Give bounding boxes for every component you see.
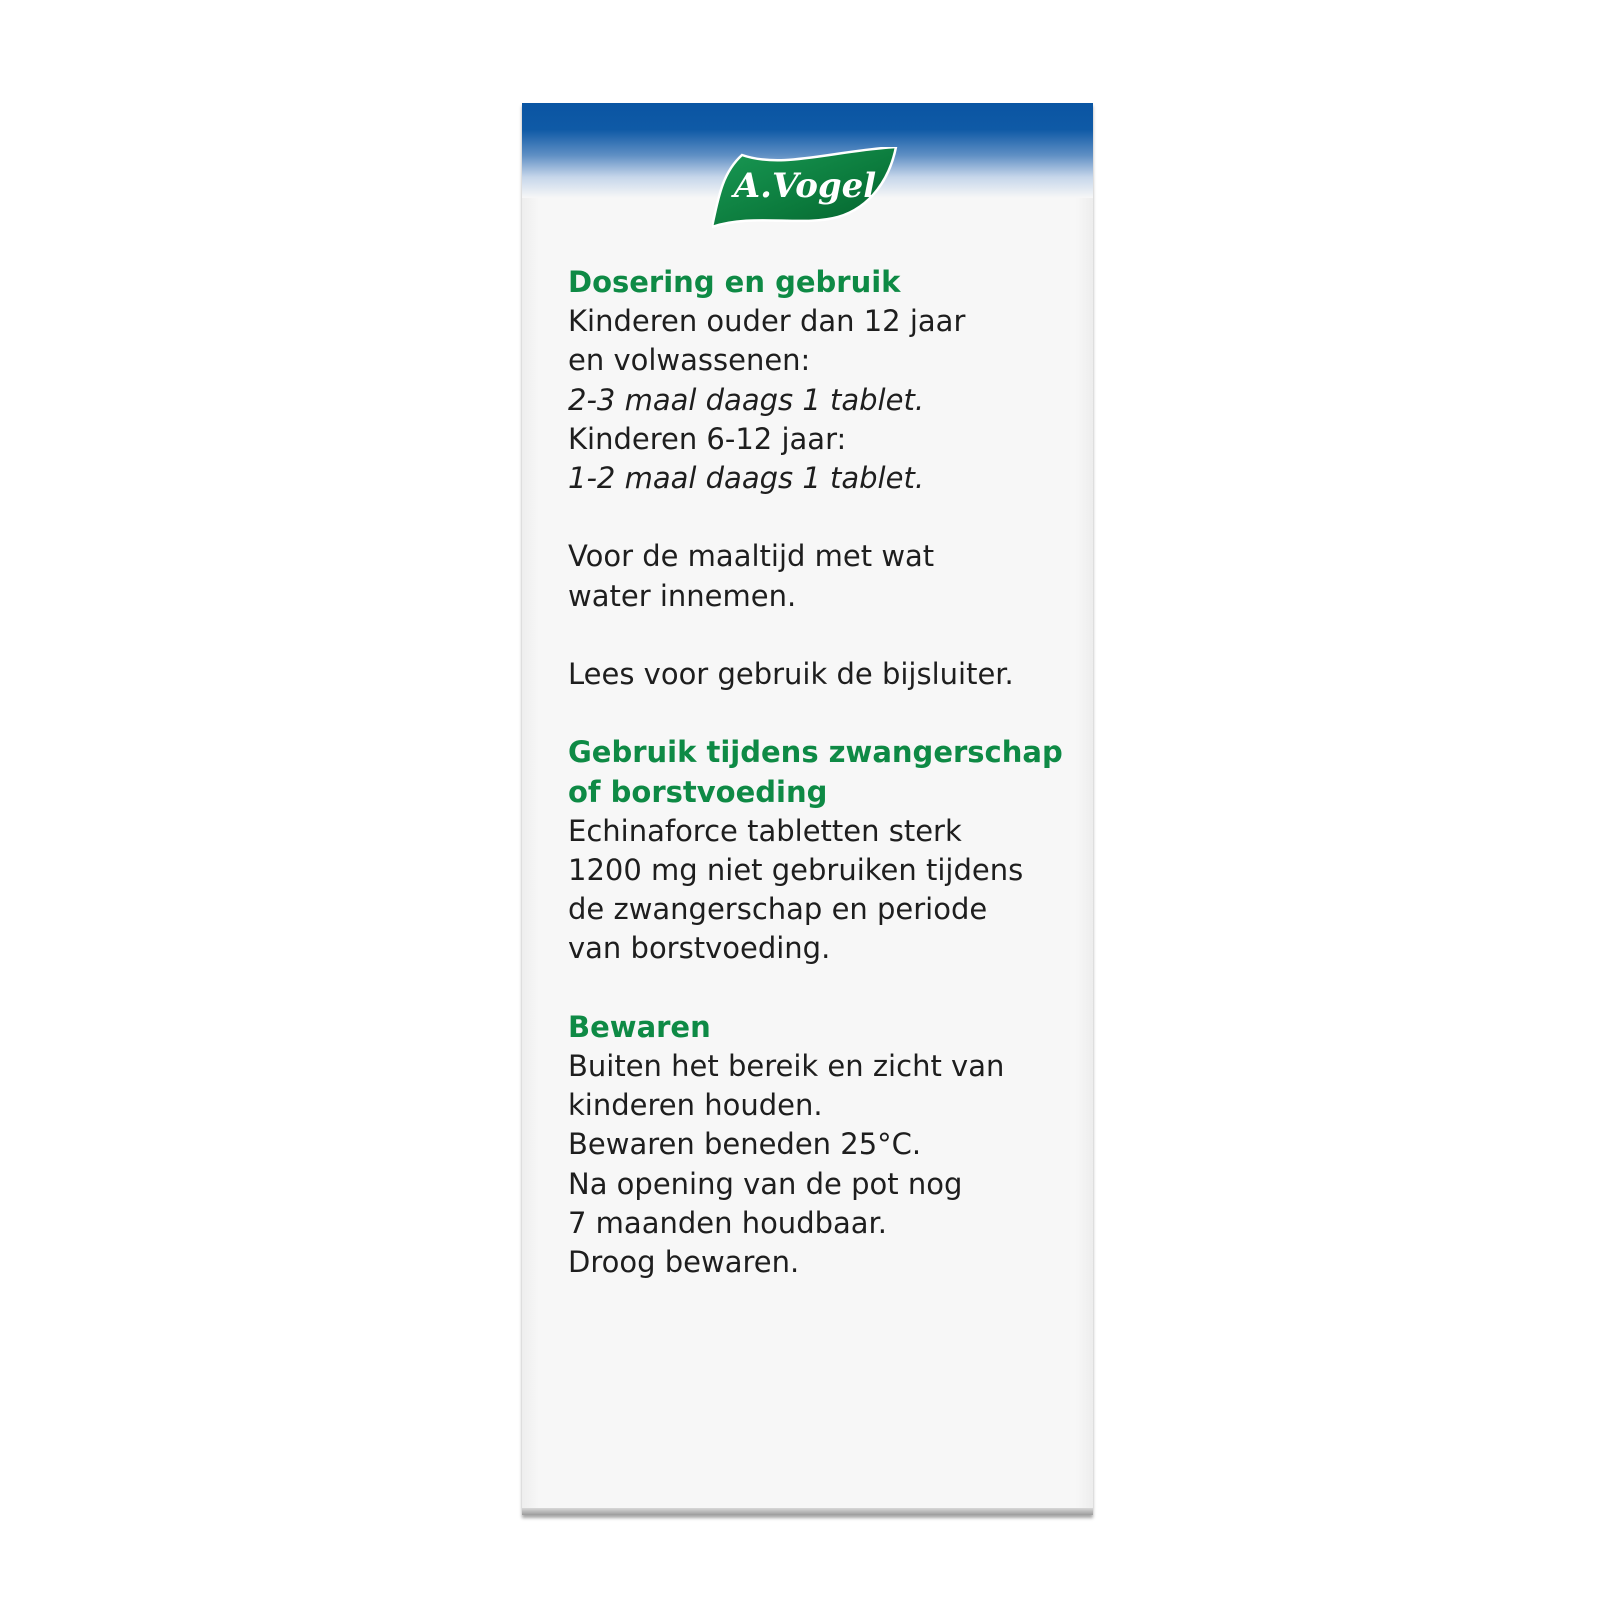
pregnancy-heading-line-1: Gebruik tijdens zwangerschap (568, 735, 1063, 770)
dosage-child-dose: 1-2 maal daags 1 tablet. (568, 461, 925, 496)
package-side-panel (522, 103, 1093, 1515)
dosage-adult-line-2: en volwassenen: (568, 343, 811, 378)
spacer (568, 694, 1088, 733)
leaf-logo-icon (712, 147, 898, 229)
pregnancy-line: Echinaforce tabletten sterk (568, 813, 962, 848)
pregnancy-line: de zwangerschap en periode (568, 892, 988, 927)
package-bottom-edge (522, 1508, 1093, 1515)
dosage-heading: Dosering en gebruik (568, 265, 901, 299)
storage-line: 7 maanden houdbaar. (568, 1205, 888, 1240)
intake-line-1: Voor de maaltijd met wat (568, 539, 935, 574)
storage-line: Buiten het bereik en zicht van (568, 1049, 1005, 1083)
package-text (568, 263, 1088, 1282)
storage-heading: Bewaren (568, 1009, 711, 1044)
spacer (568, 616, 1088, 655)
pregnancy-heading-line-2: of borstvoeding (568, 774, 828, 809)
dosage-adult-line-1: Kinderen ouder dan 12 jaar (568, 304, 966, 339)
dosage-child-line: Kinderen 6-12 jaar: (568, 421, 847, 456)
storage-line: Na opening van de pot nog (568, 1166, 963, 1201)
pregnancy-line: 1200 mg niet gebruiken tijdens (568, 853, 1024, 887)
spacer (568, 498, 1088, 537)
pregnancy-line: van borstvoeding. (568, 931, 831, 966)
spacer (568, 969, 1088, 1008)
leaflet-note: Lees voor gebruik de bijsluiter. (568, 657, 1014, 691)
storage-line: Bewaren beneden 25°C. (568, 1127, 922, 1162)
logo-wordmark: A.Vogel (733, 166, 877, 206)
intake-line-2: water innemen. (568, 578, 797, 613)
avogel-logo (712, 147, 898, 229)
storage-line: kinderen houden. (568, 1088, 823, 1123)
storage-line: Droog bewaren. (568, 1245, 800, 1280)
dosage-adult-dose: 2-3 maal daags 1 tablet. (568, 382, 925, 417)
